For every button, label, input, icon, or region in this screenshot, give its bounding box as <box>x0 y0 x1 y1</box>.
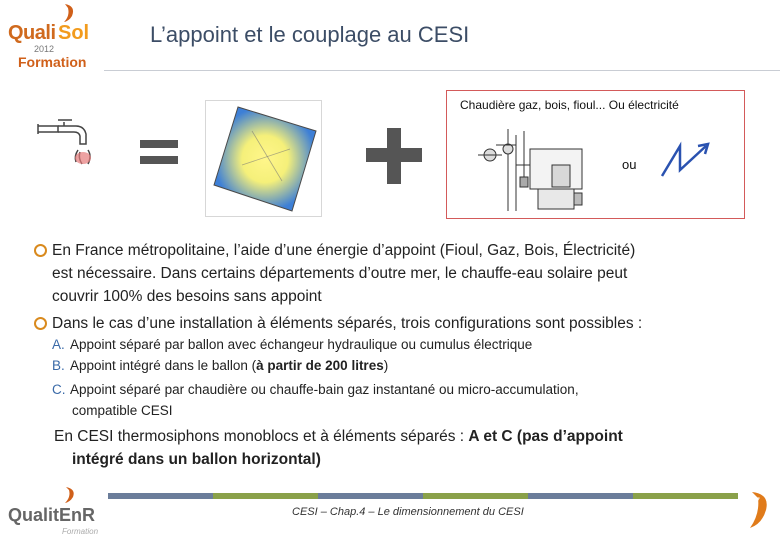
config-a-label: A. <box>52 337 65 352</box>
backup-energy-caption: Chaudière gaz, bois, fioul... Ou électricité <box>460 98 679 112</box>
config-c-continued: compatible CESI <box>72 403 173 418</box>
qualitenr-logo-text: QualitEnR <box>8 505 96 525</box>
electricity-icon <box>658 140 718 180</box>
conclusion-text <box>54 425 734 471</box>
conclusion-bold-line2: intégré dans un ballon horizontal) <box>72 451 321 468</box>
config-b-text: Appoint intégré dans le ballon ( <box>70 358 257 373</box>
config-c <box>52 380 732 400</box>
logo-year: 2012 <box>34 44 55 54</box>
config-c-text: Appoint séparé par chaudière ou chauffe-bain gaz instantané ou micro-accumulation, <box>70 382 579 397</box>
config-b-label: B. <box>52 358 65 373</box>
page-title: L’appoint et le couplage au CESI <box>150 22 470 47</box>
bullet-configurations <box>34 312 764 336</box>
config-b-end: ) <box>383 358 389 373</box>
plus-icon <box>366 128 422 184</box>
bullet-line: En France métropolitaine, l’aide d’une énergie d’appoint (Fioul, Gaz, Bois, Électricité) <box>52 242 636 259</box>
qualitenr-logo-sub: Formation <box>62 527 99 536</box>
config-c-label: C. <box>52 382 66 397</box>
bullet-line: est nécessaire. Dans certains départements d’outre mer, le chauffe-eau solaire peut <box>52 265 628 282</box>
config-b-bold: à partir de 200 litres <box>256 358 384 373</box>
logo-formation-text: Formation <box>18 54 87 70</box>
config-b <box>52 356 388 376</box>
logo-mark-icon <box>62 4 76 22</box>
bullet-circle-icon <box>34 244 47 257</box>
bullet-circle-icon <box>34 317 47 330</box>
boiler-icon <box>468 125 608 213</box>
tap-icon <box>36 112 116 192</box>
footer-bar <box>108 493 738 499</box>
bullet-metropolitan <box>34 239 764 311</box>
conclusion-normal: En CESI thermosiphons monoblocs et à éléments séparés : <box>54 428 469 445</box>
or-label: ou <box>622 157 637 172</box>
qualisol-logo <box>6 4 101 72</box>
header-divider <box>104 70 780 71</box>
footer-text: CESI – Chap.4 – Le dimensionnement du CESI <box>292 506 524 518</box>
solar-panel-icon <box>206 101 321 216</box>
bullet-line: couvrir 100% des besoins sans appoint <box>52 288 322 305</box>
bullet-line: Dans le cas d’une installation à éléments séparés, trois configurations sont possibles : <box>52 315 643 332</box>
qualitenr-logo <box>6 493 116 538</box>
logo-quali-text: Quali <box>8 22 56 44</box>
logo-mark-icon <box>64 487 76 503</box>
logo-sol-text: Sol <box>58 22 90 44</box>
page-number: 7 <box>754 496 761 508</box>
config-a-text: Appoint séparé par ballon avec échangeur hydraulique ou cumulus électrique <box>70 337 533 352</box>
config-a <box>52 335 532 355</box>
conclusion-bold: A et C (pas d’appoint <box>468 428 623 445</box>
page-number-badge <box>748 492 770 528</box>
equals-icon <box>140 140 180 166</box>
solar-panel-frame <box>205 100 322 217</box>
